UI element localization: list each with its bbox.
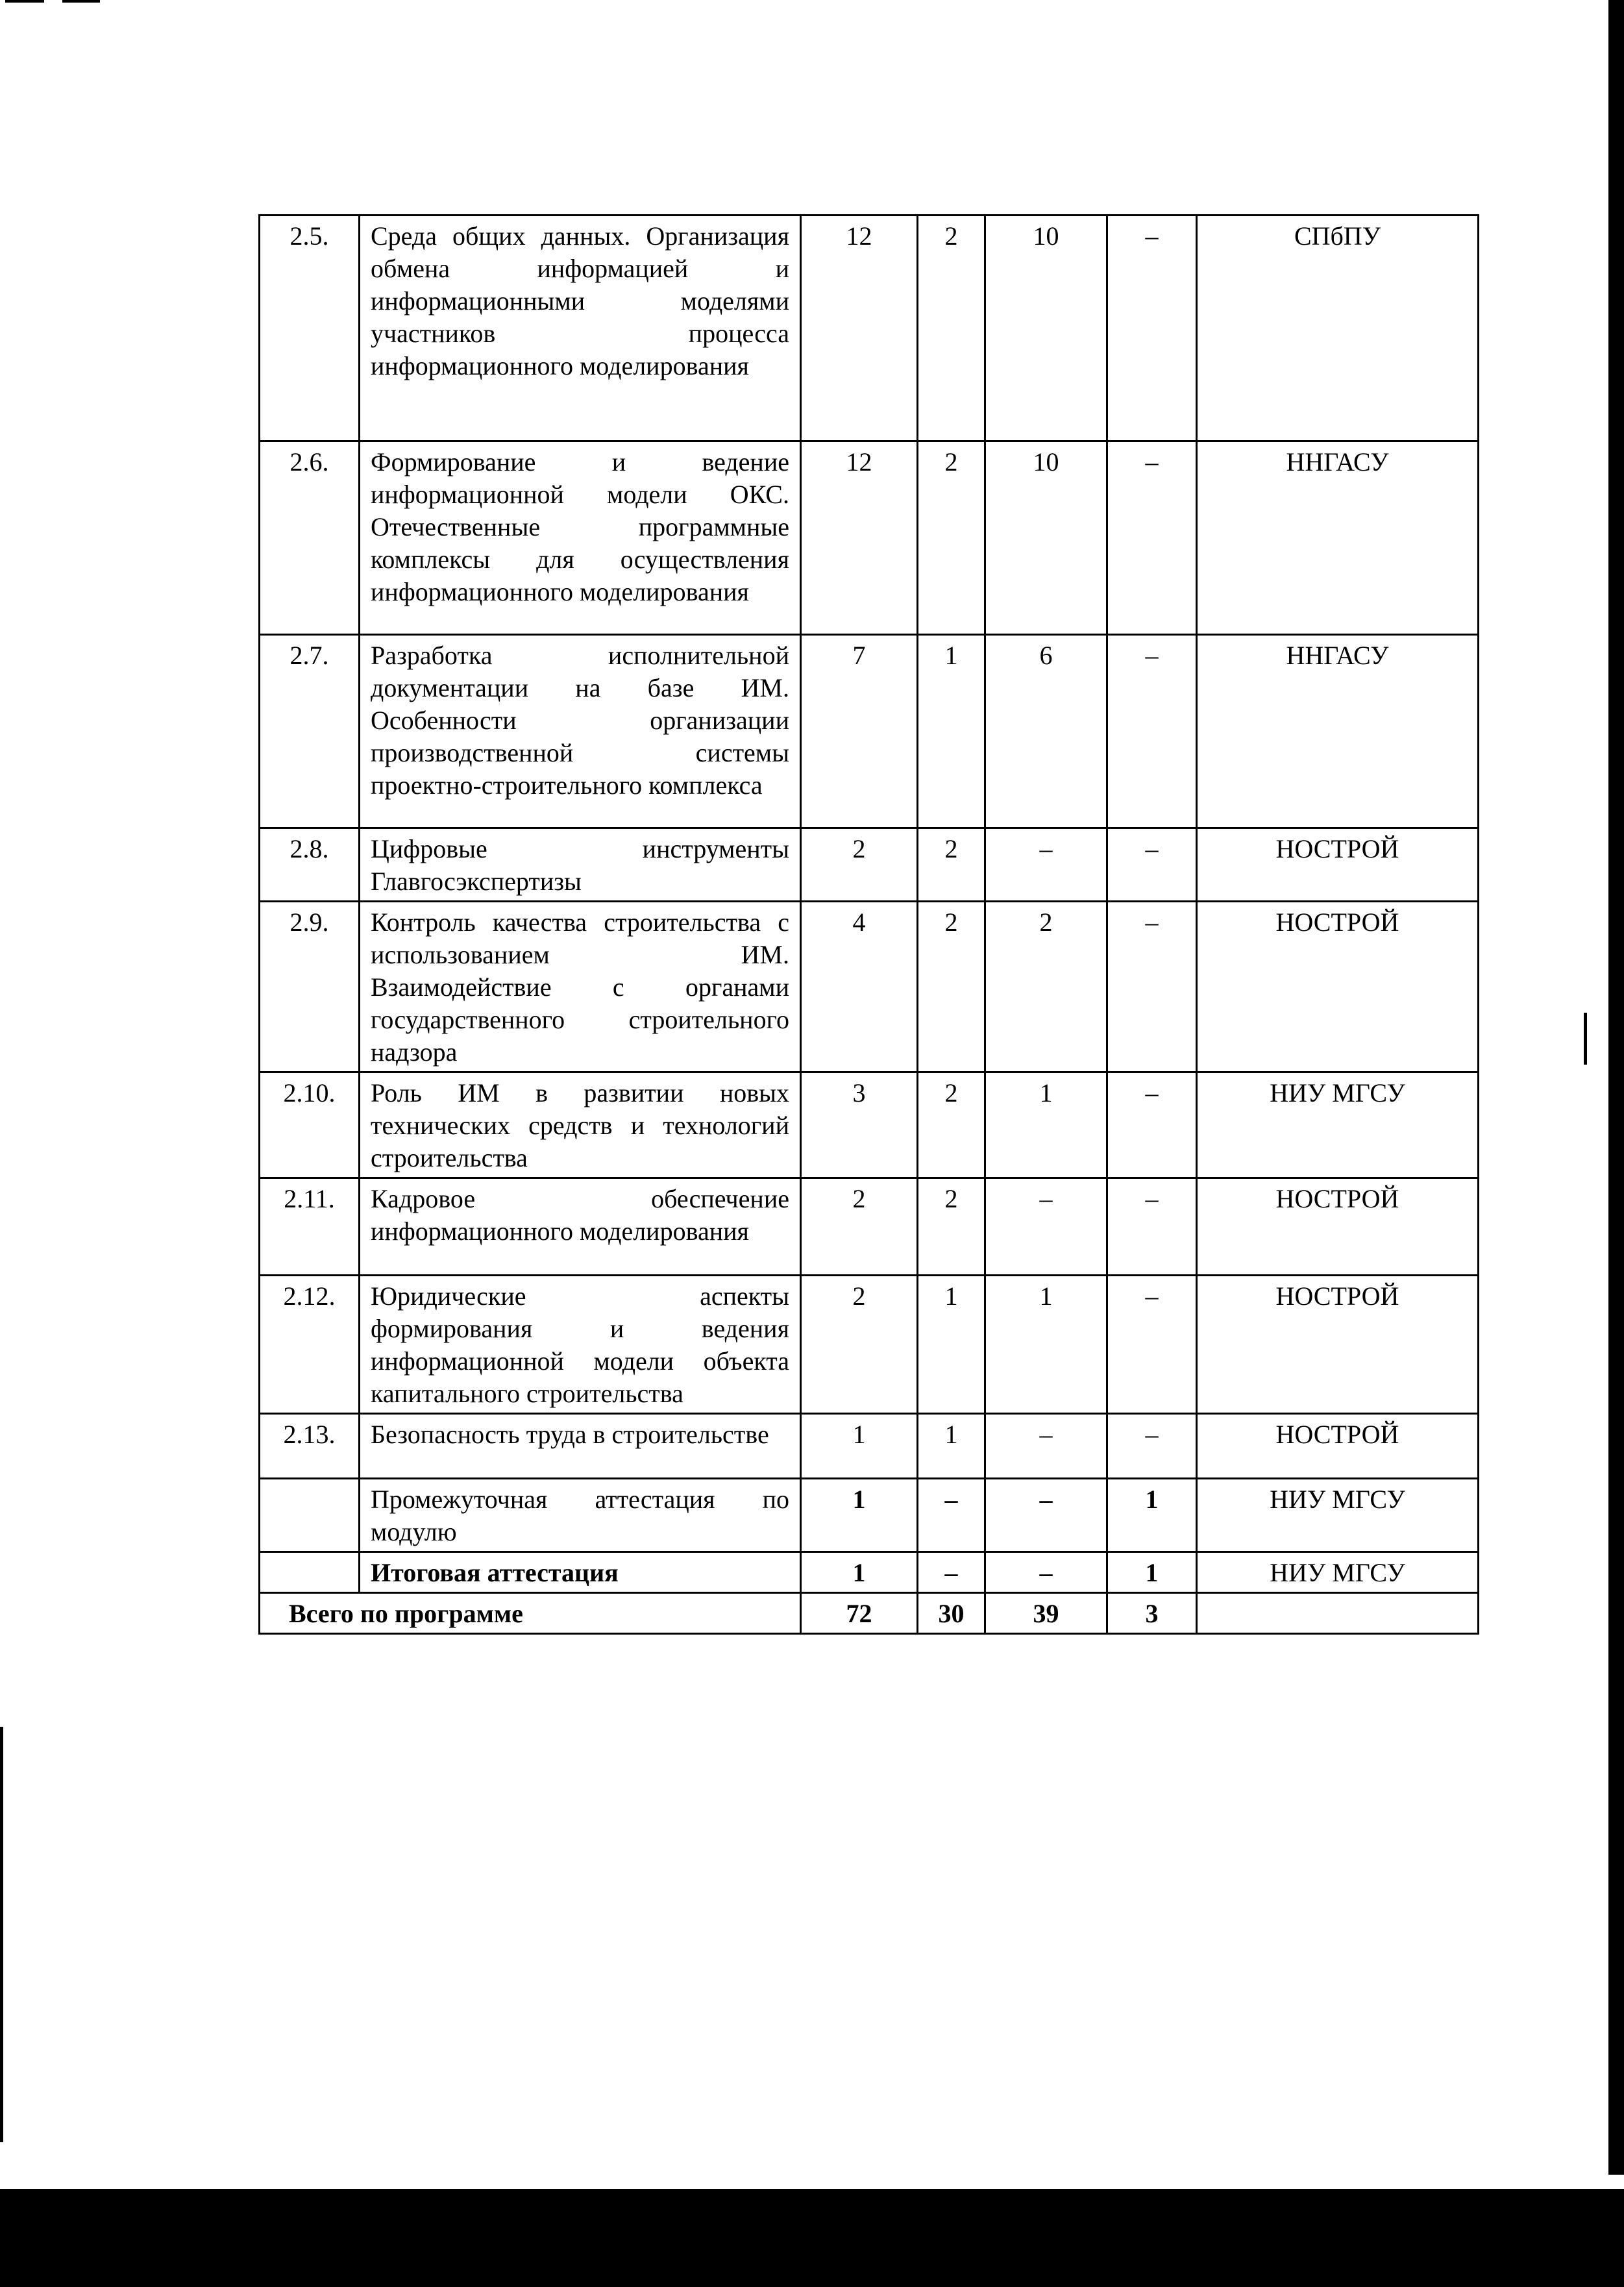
grand-total-row	[260, 1593, 1479, 1634]
row-practice-hours: 1	[985, 1276, 1107, 1414]
row-total-hours: 1	[801, 1479, 918, 1552]
table-row	[260, 902, 1479, 1072]
row-organization: ННГАСУ	[1197, 441, 1479, 635]
row-number: 2.6.	[260, 441, 360, 635]
row-topic: Кадровое обеспечение информационного моделирования	[360, 1178, 801, 1276]
row-practice-hours: –	[985, 1479, 1107, 1552]
scan-edge-right	[1608, 0, 1624, 2175]
grand-total-hours: 72	[801, 1593, 918, 1634]
grand-total-lectures: 30	[918, 1593, 985, 1634]
row-attestation-hours: –	[1107, 216, 1197, 441]
row-attestation-hours: –	[1107, 441, 1197, 635]
row-total-hours: 3	[801, 1072, 918, 1178]
row-number: 2.5.	[260, 216, 360, 441]
row-organization: НИУ МГСУ	[1197, 1479, 1479, 1552]
row-total-hours: 1	[801, 1552, 918, 1593]
row-topic: Контроль качества строительства с использованием ИМ. Взаимодействие с органами государственного строительного надзора	[360, 902, 801, 1072]
scan-bottom-band	[0, 2189, 1624, 2287]
row-number: 2.7.	[260, 635, 360, 828]
row-topic: Разработка исполнительной документации на базе ИМ. Особенности организации производственной системы проектно-строительного комплекса	[360, 635, 801, 828]
row-practice-hours: 10	[985, 441, 1107, 635]
interim-attestation-row	[260, 1479, 1479, 1552]
scan-mark-right	[1584, 1013, 1587, 1065]
row-practice-hours: –	[985, 1552, 1107, 1593]
table-row	[260, 1276, 1479, 1414]
row-lecture-hours: 1	[918, 1276, 985, 1414]
row-organization: НОСТРОЙ	[1197, 902, 1479, 1072]
row-topic: Формирование и ведение информационной модели ОКС. Отечественные программные комплексы для осуществления информационного моделирования	[360, 441, 801, 635]
row-lecture-hours: 1	[918, 635, 985, 828]
row-attestation-hours: –	[1107, 1072, 1197, 1178]
row-lecture-hours: 2	[918, 902, 985, 1072]
row-total-hours: 7	[801, 635, 918, 828]
row-organization: НОСТРОЙ	[1197, 828, 1479, 902]
row-practice-hours: 6	[985, 635, 1107, 828]
row-total-hours: 12	[801, 216, 918, 441]
row-lecture-hours: 2	[918, 216, 985, 441]
row-attestation-hours: –	[1107, 635, 1197, 828]
row-attestation-hours: 1	[1107, 1552, 1197, 1593]
row-total-hours: 1	[801, 1414, 918, 1479]
grand-total-attestation: 3	[1107, 1593, 1197, 1634]
row-topic: Цифровые инструменты Главгосэкспертизы	[360, 828, 801, 902]
table-row	[260, 1414, 1479, 1479]
row-lecture-hours: 2	[918, 1178, 985, 1276]
row-organization: НИУ МГСУ	[1197, 1072, 1479, 1178]
row-number: 2.13.	[260, 1414, 360, 1479]
row-organization: ННГАСУ	[1197, 635, 1479, 828]
table-row	[260, 1178, 1479, 1276]
row-attestation-hours: 1	[1107, 1479, 1197, 1552]
row-total-hours: 4	[801, 902, 918, 1072]
row-organization: НОСТРОЙ	[1197, 1276, 1479, 1414]
row-attestation-hours: –	[1107, 1414, 1197, 1479]
row-practice-hours: –	[985, 1414, 1107, 1479]
table-row	[260, 1072, 1479, 1178]
row-total-hours: 12	[801, 441, 918, 635]
row-organization: НОСТРОЙ	[1197, 1414, 1479, 1479]
row-attestation-hours: –	[1107, 902, 1197, 1072]
table-row	[260, 441, 1479, 635]
grand-total-practice: 39	[985, 1593, 1107, 1634]
row-topic: Роль ИМ в развитии новых технических средств и технологий строительства	[360, 1072, 801, 1178]
row-lecture-hours: –	[918, 1552, 985, 1593]
row-total-hours: 2	[801, 1276, 918, 1414]
row-number: 2.11.	[260, 1178, 360, 1276]
row-practice-hours: –	[985, 828, 1107, 902]
final-attestation-row	[260, 1552, 1479, 1593]
row-topic: Юридические аспекты формирования и ведения информационной модели объекта капитального строительства	[360, 1276, 801, 1414]
row-lecture-hours: 2	[918, 441, 985, 635]
curriculum-table	[258, 214, 1479, 1635]
row-organization: НОСТРОЙ	[1197, 1178, 1479, 1276]
row-lecture-hours: 2	[918, 828, 985, 902]
row-attestation-hours: –	[1107, 1178, 1197, 1276]
row-practice-hours: 1	[985, 1072, 1107, 1178]
row-number	[260, 1552, 360, 1593]
table-row	[260, 216, 1479, 441]
row-lecture-hours: –	[918, 1479, 985, 1552]
row-practice-hours: 2	[985, 902, 1107, 1072]
row-organization: СПбПУ	[1197, 216, 1479, 441]
row-topic: Итоговая аттестация	[360, 1552, 801, 1593]
row-attestation-hours: –	[1107, 1276, 1197, 1414]
grand-total-organization	[1197, 1593, 1479, 1634]
row-total-hours: 2	[801, 1178, 918, 1276]
row-number: 2.12.	[260, 1276, 360, 1414]
row-topic: Промежуточная аттестация по модулю	[360, 1479, 801, 1552]
scan-edge-left	[0, 1727, 3, 2142]
row-number: 2.10.	[260, 1072, 360, 1178]
row-organization: НИУ МГСУ	[1197, 1552, 1479, 1593]
scan-artifact-top	[0, 0, 104, 4]
row-number: 2.8.	[260, 828, 360, 902]
row-number: 2.9.	[260, 902, 360, 1072]
row-practice-hours: –	[985, 1178, 1107, 1276]
table-row	[260, 635, 1479, 828]
row-practice-hours: 10	[985, 216, 1107, 441]
row-topic: Среда общих данных. Организация обмена информацией и информационными моделями участников процесса информационного моделирования	[360, 216, 801, 441]
row-attestation-hours: –	[1107, 828, 1197, 902]
row-number	[260, 1479, 360, 1552]
row-lecture-hours: 1	[918, 1414, 985, 1479]
table-row	[260, 828, 1479, 902]
row-total-hours: 2	[801, 828, 918, 902]
row-topic: Безопасность труда в строительстве	[360, 1414, 801, 1479]
grand-total-label: Всего по программе	[260, 1593, 801, 1634]
row-lecture-hours: 2	[918, 1072, 985, 1178]
